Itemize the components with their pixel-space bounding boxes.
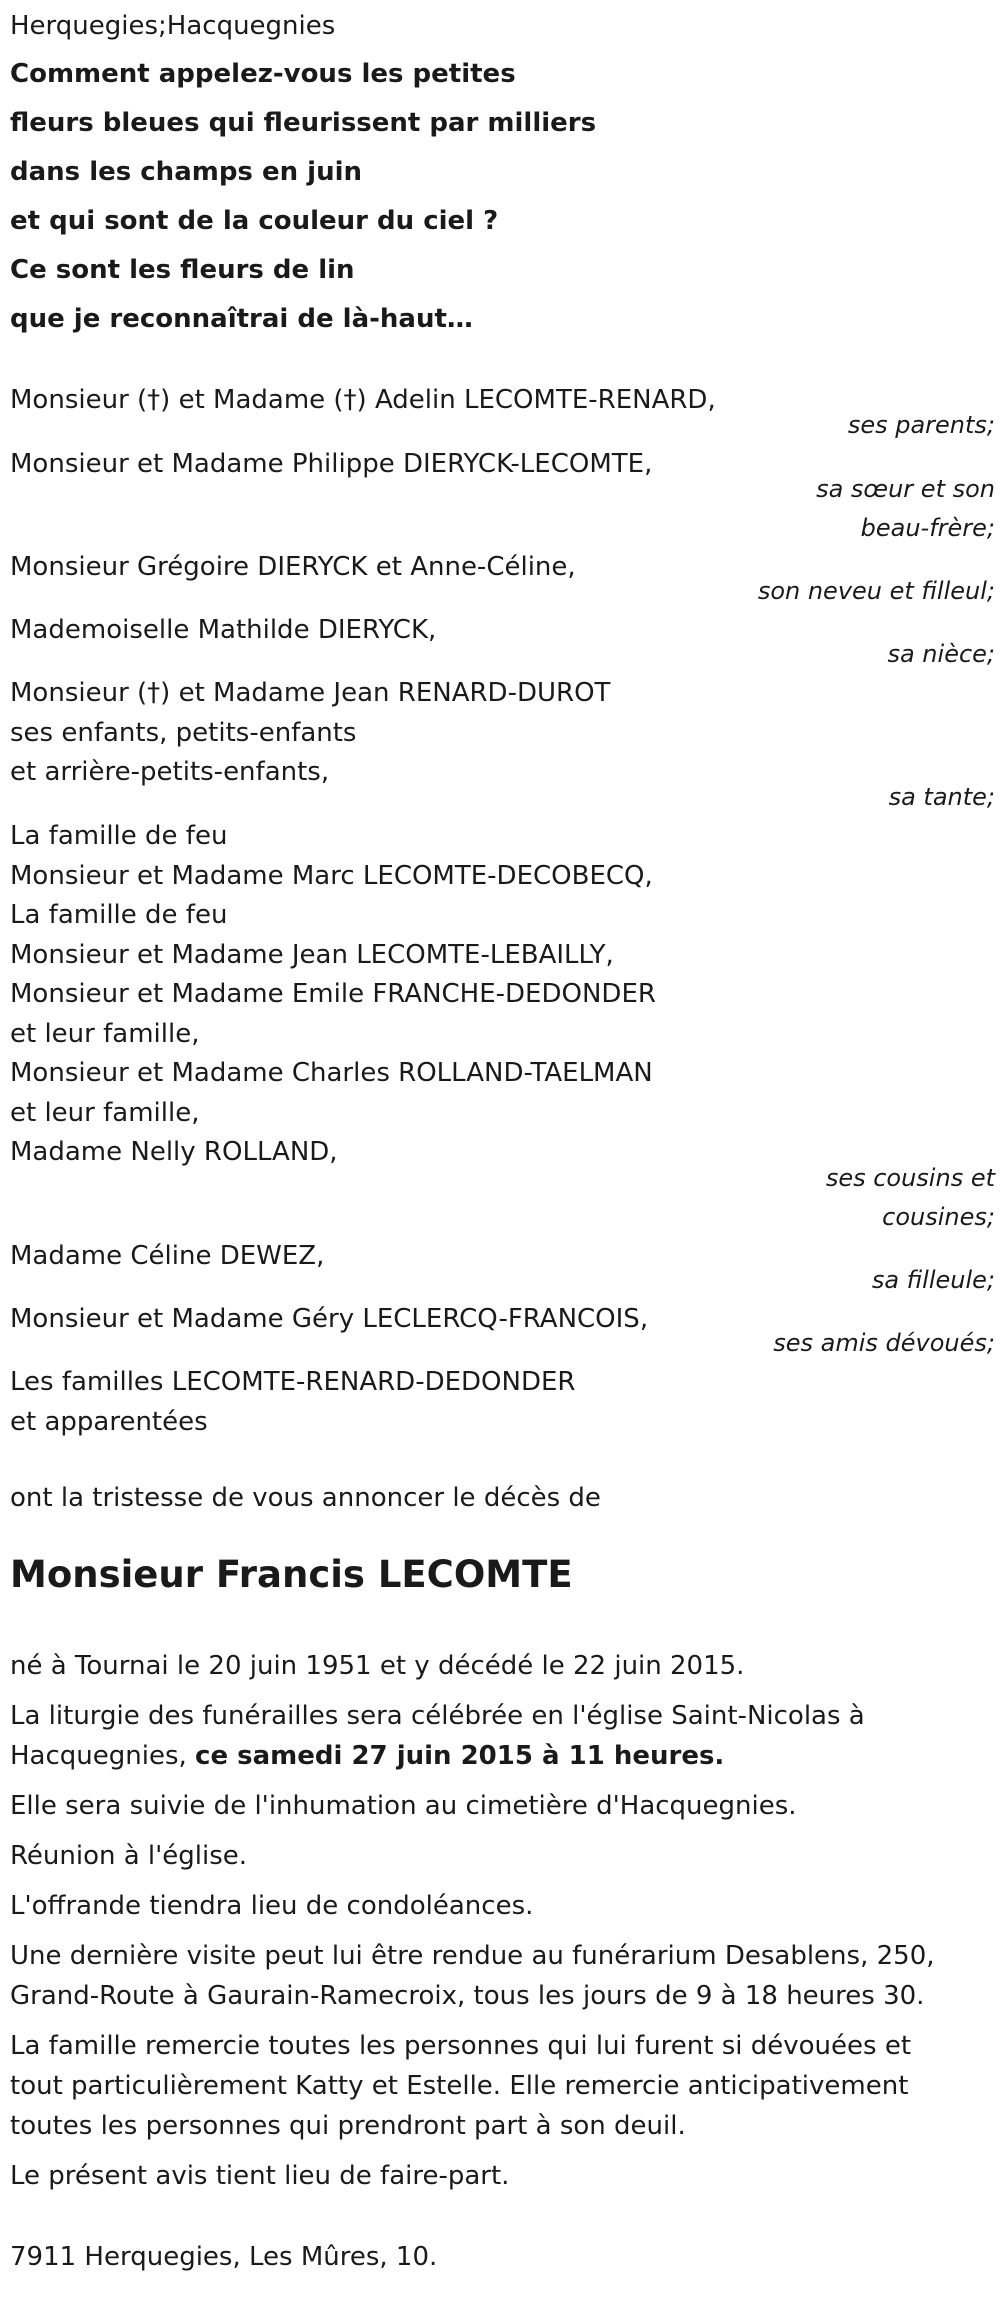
poem-line: dans les champs en juin: [10, 157, 363, 187]
family-sister-names: Monsieur et Madame Philippe DIERYCK-LECOMTE,: [10, 449, 653, 479]
family-friends-names: Monsieur et Madame Géry LECLERCQ-FRANCOIS,: [10, 1304, 649, 1334]
poem-line: Comment appelez-vous les petites: [10, 59, 516, 89]
offering-text: L'offrande tiendra lieu de condoléances.: [10, 1891, 534, 1921]
liturgy-text: [10, 1736, 724, 1776]
family-families-line: Les familles LECOMTE-RENARD-DEDONDER: [10, 1367, 576, 1397]
family-cousins-relation: ses cousins et: [825, 1164, 995, 1192]
thanks-text: toutes les personnes qui prendront part à son deuil.: [10, 2111, 686, 2141]
liturgy-date: ce samedi 27 juin 2015 à 11 heures.: [195, 1741, 725, 1771]
thanks-text: tout particulièrement Katty et Estelle. Elle remercie anticipativement: [10, 2071, 909, 2101]
burial-text: Elle sera suivie de l'inhumation au cimetière d'Hacquegnies.: [10, 1791, 797, 1821]
visit-text: Grand-Route à Gaurain-Ramecroix, tous les jours de 9 à 18 heures 30.: [10, 1981, 925, 2011]
thanks-text: La famille remercie toutes les personnes qui lui furent si dévouées et: [10, 2031, 912, 2061]
family-cousins-line: La famille de feu: [10, 900, 228, 930]
liturgy-text: La liturgie des funérailles sera célébrée en l'église Saint-Nicolas à: [10, 1701, 865, 1731]
family-cousins-line: Monsieur et Madame Charles ROLLAND-TAELMAN: [10, 1058, 653, 1088]
family-aunt-line: ses enfants, petits-enfants: [10, 718, 357, 748]
family-aunt-line: et arrière-petits-enfants,: [10, 757, 330, 787]
family-friends-relation: ses amis dévoués;: [773, 1329, 995, 1357]
family-parents-relation: ses parents;: [847, 411, 995, 439]
family-nephew-names: Monsieur Grégoire DIERYCK et Anne-Céline,: [10, 552, 576, 582]
family-aunt-relation: sa tante;: [888, 783, 995, 811]
family-cousins-line: Madame Nelly ROLLAND,: [10, 1137, 338, 1167]
family-sister-relation: beau-frère;: [860, 514, 995, 542]
family-cousins-line: et leur famille,: [10, 1019, 200, 1049]
family-cousins-line: Monsieur et Madame Jean LECOMTE-LEBAILLY,: [10, 940, 614, 970]
family-families-line: et apparentées: [10, 1407, 208, 1437]
family-parents-names: Monsieur (†) et Madame (†) Adelin LECOMTE-RENARD,: [10, 385, 716, 415]
family-cousins-relation: cousines;: [882, 1203, 995, 1231]
liturgy-place: Hacquegnies,: [10, 1741, 196, 1771]
family-goddaughter-names: Madame Céline DEWEZ,: [10, 1241, 325, 1271]
birth-death-text: né à Tournai le 20 juin 1951 et y décédé le 22 juin 2015.: [10, 1651, 745, 1681]
family-niece-relation: sa nièce;: [887, 640, 995, 668]
notice-text: Le présent avis tient lieu de faire-part.: [10, 2161, 510, 2191]
family-sister-relation: sa sœur et son: [816, 475, 995, 503]
deceased-name: Monsieur Francis LECOMTE: [10, 1553, 573, 1596]
poem-line: fleurs bleues qui fleurissent par milliers: [10, 108, 597, 138]
family-niece-names: Mademoiselle Mathilde DIERYCK,: [10, 615, 437, 645]
family-cousins-line: La famille de feu: [10, 821, 228, 851]
announcement-text: ont la tristesse de vous annoncer le décès de: [10, 1483, 601, 1513]
family-aunt-line: Monsieur (†) et Madame Jean RENARD-DUROT: [10, 678, 611, 708]
family-nephew-relation: son neveu et filleul;: [757, 577, 995, 605]
family-cousins-line: et leur famille,: [10, 1098, 200, 1128]
visit-text: Une dernière visite peut lui être rendue au funérarium Desablens, 250,: [10, 1941, 935, 1971]
family-goddaughter-relation: sa filleule;: [871, 1266, 995, 1294]
address-text: 7911 Herquegies, Les Mûres, 10.: [10, 2242, 438, 2272]
location-header: Herquegies;Hacquegnies: [10, 11, 336, 41]
poem-line: Ce sont les fleurs de lin: [10, 255, 355, 285]
poem-line: que je reconnaîtrai de là-haut…: [10, 304, 473, 334]
family-cousins-line: Monsieur et Madame Emile FRANCHE-DEDONDER: [10, 979, 656, 1009]
family-cousins-line: Monsieur et Madame Marc LECOMTE-DECOBECQ,: [10, 861, 653, 891]
reunion-text: Réunion à l'église.: [10, 1841, 248, 1871]
poem-line: et qui sont de la couleur du ciel ?: [10, 206, 499, 236]
